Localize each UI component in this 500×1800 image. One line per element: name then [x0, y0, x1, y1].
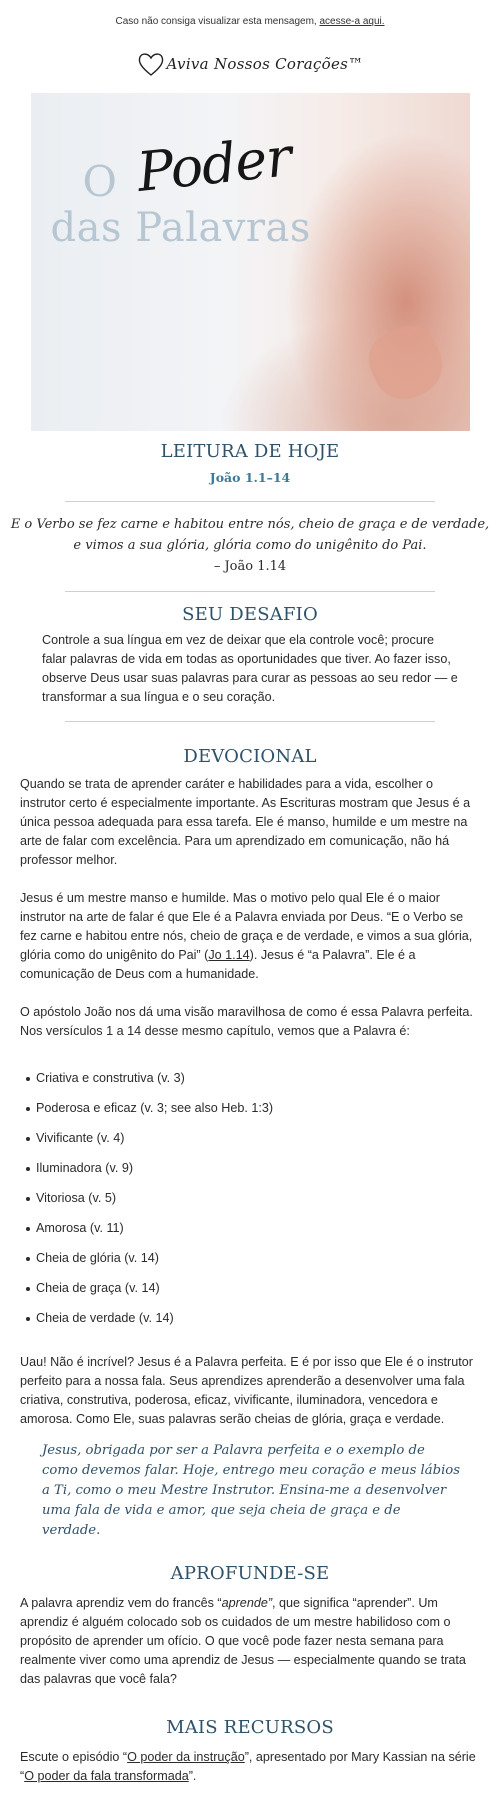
list-item: Vitoriosa (v. 5)	[36, 1191, 500, 1206]
deeper-title: APROFUNDE-SE	[170, 1563, 330, 1584]
paragraph-text: Escute o episódio “	[20, 1750, 128, 1764]
series-link[interactable]: O poder da fala transformada	[24, 1769, 189, 1783]
french-word: aprende”	[221, 1596, 273, 1610]
deeper-text	[0, 1594, 500, 1689]
list-item: Cheia de verdade (v. 14)	[36, 1311, 500, 1326]
logo-text: Aviva Nossos Corações™	[166, 55, 364, 73]
challenge-title: SEU DESAFIO	[182, 604, 318, 625]
paragraph-text: ). Jesus é “a Palavra”. Ele é a comunicação de Deus com a humanidade.	[20, 948, 416, 981]
view-online-note	[0, 0, 500, 29]
challenge-text: Controle a sua língua em vez de deixar que ela controle você; procure falar palavras de vida em todas as oportunidades que tiver. Ao fazer isso, observe Deus usar suas palavras para curar as pessoas ao seu redor — e transformar a sua língua e o seu coração.	[42, 633, 458, 704]
view-online-text: Caso não consiga visualizar esta mensagem,	[115, 16, 320, 27]
verse-line-1: E o Verbo se fez carne e habitou entre nós, cheio de graça e de verdade,	[10, 517, 490, 532]
paragraph-text: A palavra aprendiz vem do francês “	[20, 1596, 222, 1610]
hero-title-poder: Poder	[133, 125, 294, 204]
devotional-paragraph-2	[0, 889, 500, 984]
paragraph-text: ”, apresentado por Mary Kassian na série “	[20, 1750, 476, 1783]
list-item: Cheia de glória (v. 14)	[36, 1251, 500, 1266]
reading-title: LEITURA DE HOJE	[160, 441, 340, 462]
list-item: Cheia de graça (v. 14)	[36, 1281, 500, 1296]
view-online-link[interactable]: acesse-a aqui.	[319, 16, 385, 27]
paragraph-text: , que significa “aprender”. Um aprendiz é alguém colocado sob os cuidados de um mestre habilidoso com o propósito de aprender um ofício. O que você pode fazer nesta semana para realmente viver como uma aprendiz de Jesus — especialmente quando se trata das palavras que você fala?	[20, 1596, 466, 1686]
devotional-title: DEVOCIONAL	[183, 746, 317, 767]
verse-reference: – João 1.14	[213, 559, 287, 574]
praying-hands-shape	[359, 316, 452, 409]
resources-title: MAIS RECURSOS	[166, 1717, 334, 1738]
hero-title-o: O	[82, 157, 117, 206]
prayer-text: Jesus, obrigada por ser a Palavra perfeita e o exemplo de como devemos falar. Hoje, entrego meu coração e meus lábios a Ti, como o meu Mestre Instrutor. Ensina-me a desenvolver uma fala de vida e amor, que seja cheia de graça e de verdade.	[42, 1443, 460, 1538]
list-item: Amorosa (v. 11)	[36, 1221, 500, 1236]
paragraph-text: Jesus é um mestre manso e humilde. Mas o motivo pelo qual Ele é o maior instrutor na arte de falar é que Ele é a Palavra enviada por Deus. “E o Verbo se fez carne e habitou entre nós, cheio de graça e de verdade, e vimos a sua glória, glória como do unigênito do Pai” (	[20, 891, 473, 962]
devotional-paragraph-4: Uau! Não é incrível? Jesus é a Palavra perfeita. E é por isso que Ele é o instrutor perfeito para a nossa fala. Seus aprendizes aprenderão a desenvolver uma fala criativa, construtiva, poderosa, eficaz, vivificante, iluminadora, vencedora e amorosa. Como Ele, suas palavras serão cheias de glória, graça e verdade.	[20, 1355, 473, 1426]
brand-logo[interactable]	[0, 37, 500, 91]
reading-reference: João 1.1–14	[209, 470, 291, 485]
devotional-paragraph-1: Quando se trata de aprender caráter e habilidades para a vida, escolher o instrutor certo é especialmente importante. As Escrituras mostram que Jesus é a única pessoa adequada para essa tarefa. Ele é manso, humilde e um mestre na arte de falar com excelência. Para um aprendizado em comunicação, não há professor melhor.	[20, 777, 471, 867]
word-traits-list	[0, 1071, 500, 1326]
list-item: Criativa e construtiva (v. 3)	[36, 1071, 500, 1086]
list-item: Iluminadora (v. 9)	[36, 1161, 500, 1176]
hero-image	[31, 93, 470, 431]
verse-line-2: e vimos a sua glória, glória como do unigênito do Pai.	[73, 538, 427, 553]
episode-link[interactable]: O poder da instrução	[127, 1750, 245, 1764]
key-verse	[0, 514, 500, 577]
hero-title-palavras: das Palavras	[50, 205, 311, 251]
paragraph-text: ”.	[188, 1769, 197, 1783]
list-item: Vivificante (v. 4)	[36, 1131, 500, 1146]
devotional-paragraph-3: O apóstolo João nos dá uma visão maravilhosa de como é essa Palavra perfeita. Nos versículos 1 a 14 desse mesmo capítulo, vemos que a Palavra é:	[20, 1005, 473, 1038]
scripture-link[interactable]: Jo 1.14	[208, 948, 250, 962]
resources-text	[0, 1748, 500, 1786]
list-item: Poderosa e eficaz (v. 3; see also Heb. 1:3)	[36, 1101, 500, 1116]
heart-logo-icon	[137, 51, 165, 77]
